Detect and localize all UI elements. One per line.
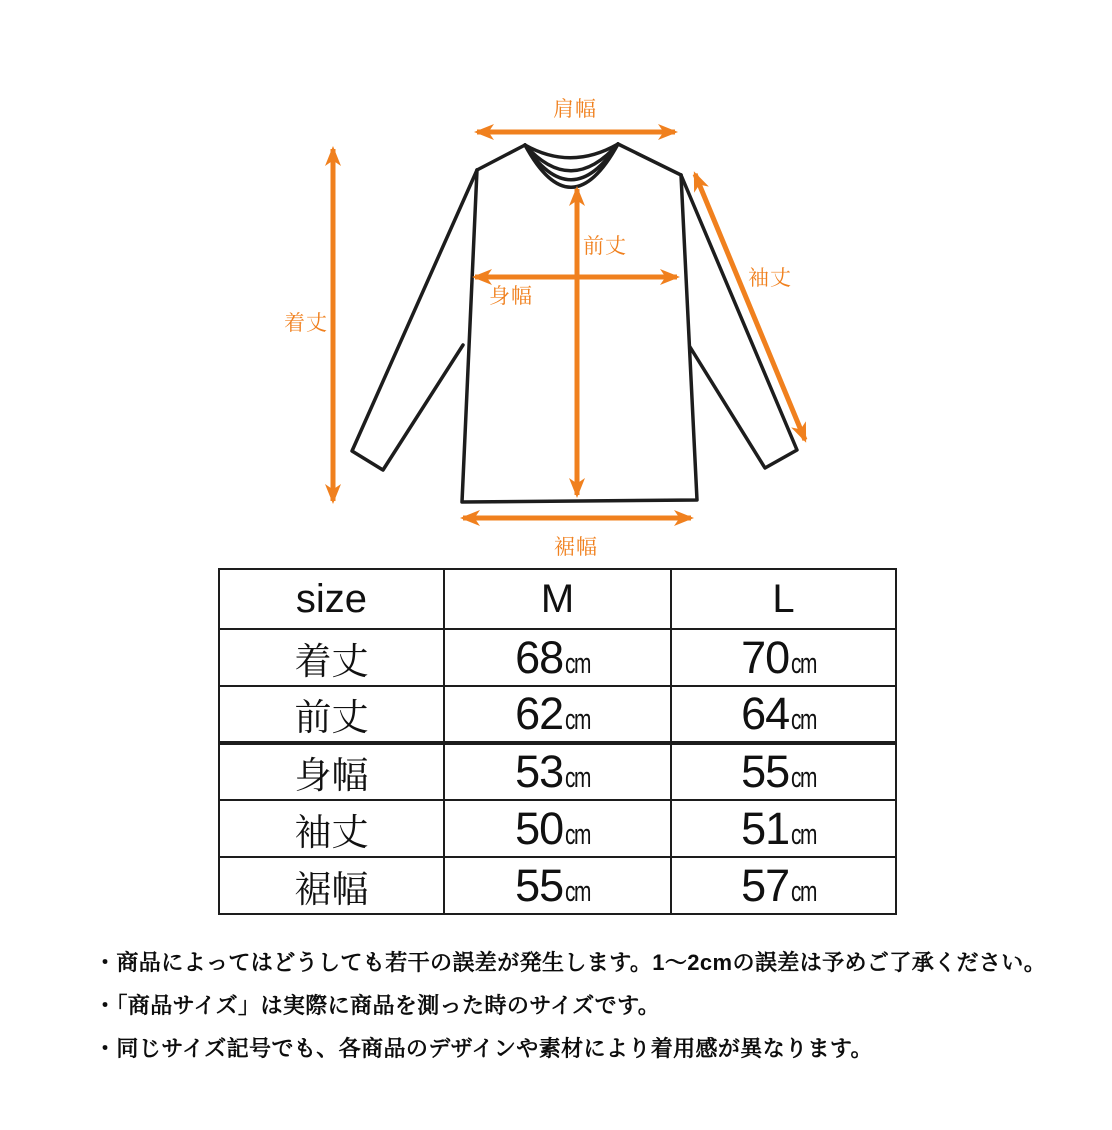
note-tolerance: ・商品によってはどうしても若干の誤差が発生します。1〜2cmの誤差は予めご了承ください。 bbox=[94, 950, 1047, 975]
row-label: 前丈 bbox=[219, 686, 444, 743]
value-m bbox=[444, 686, 671, 743]
hem-width-label: 裾幅 bbox=[554, 536, 598, 559]
shoulder-width-label: 肩幅 bbox=[553, 98, 597, 121]
value-number: 53 bbox=[515, 746, 564, 797]
sleeve-length-arrow bbox=[695, 174, 805, 440]
value-l bbox=[671, 743, 896, 800]
value-l bbox=[671, 629, 896, 686]
header-m: M bbox=[444, 569, 671, 629]
value-number: 55 bbox=[741, 746, 790, 797]
row-label: 身幅 bbox=[219, 743, 444, 800]
note-measured-size: ・「商品サイズ」は実際に商品を測った時のサイズです。 bbox=[94, 993, 661, 1018]
value-number: 51 bbox=[741, 802, 790, 854]
value-unit: cm bbox=[565, 647, 591, 680]
value-unit: cm bbox=[565, 704, 591, 736]
row-label: 裾幅 bbox=[219, 857, 444, 914]
value-number: 70 bbox=[741, 631, 790, 683]
value-unit: cm bbox=[791, 818, 817, 851]
body-width-label: 身幅 bbox=[489, 285, 533, 308]
table-row-front-length bbox=[219, 686, 896, 743]
size-table-header-row bbox=[219, 569, 896, 629]
garment-length-label: 着丈 bbox=[284, 312, 328, 335]
shirt-right-sleeve bbox=[681, 175, 797, 468]
value-m bbox=[444, 743, 671, 800]
value-l bbox=[671, 800, 896, 857]
value-number: 62 bbox=[515, 688, 564, 739]
notes bbox=[94, 941, 1084, 1070]
table-row-sleeve-length bbox=[219, 800, 896, 857]
row-label: 袖丈 bbox=[219, 800, 444, 857]
front-length-label: 前丈 bbox=[583, 235, 627, 258]
value-number: 68 bbox=[515, 631, 564, 683]
value-l bbox=[671, 857, 896, 914]
value-l bbox=[671, 686, 896, 743]
row-label: 着丈 bbox=[219, 629, 444, 686]
value-number: 57 bbox=[741, 859, 790, 911]
value-unit: cm bbox=[565, 818, 591, 851]
value-m bbox=[444, 629, 671, 686]
value-number: 64 bbox=[741, 688, 790, 739]
value-unit: cm bbox=[791, 647, 817, 680]
value-unit: cm bbox=[791, 875, 817, 908]
value-number: 50 bbox=[515, 802, 564, 854]
value-unit: cm bbox=[565, 762, 591, 794]
size-table bbox=[218, 568, 897, 915]
value-unit: cm bbox=[565, 875, 591, 908]
sleeve-length-label: 袖丈 bbox=[748, 267, 792, 290]
table-row-garment-length bbox=[219, 629, 896, 686]
value-m bbox=[444, 800, 671, 857]
value-m bbox=[444, 857, 671, 914]
value-unit: cm bbox=[791, 704, 817, 736]
value-number: 55 bbox=[515, 859, 564, 911]
shirt-right-shoulder bbox=[618, 144, 681, 175]
note-fit-differs: ・同じサイズ記号でも、各商品のデザインや素材により着用感が異なります。 bbox=[94, 1036, 873, 1061]
value-unit: cm bbox=[791, 762, 817, 794]
table-row-hem-width bbox=[219, 857, 896, 914]
shirt-left-shoulder bbox=[477, 145, 525, 170]
header-l: L bbox=[671, 569, 896, 629]
header-size: size bbox=[219, 569, 444, 629]
table-row-body-width bbox=[219, 743, 896, 800]
shirt-left-sleeve bbox=[352, 170, 477, 470]
